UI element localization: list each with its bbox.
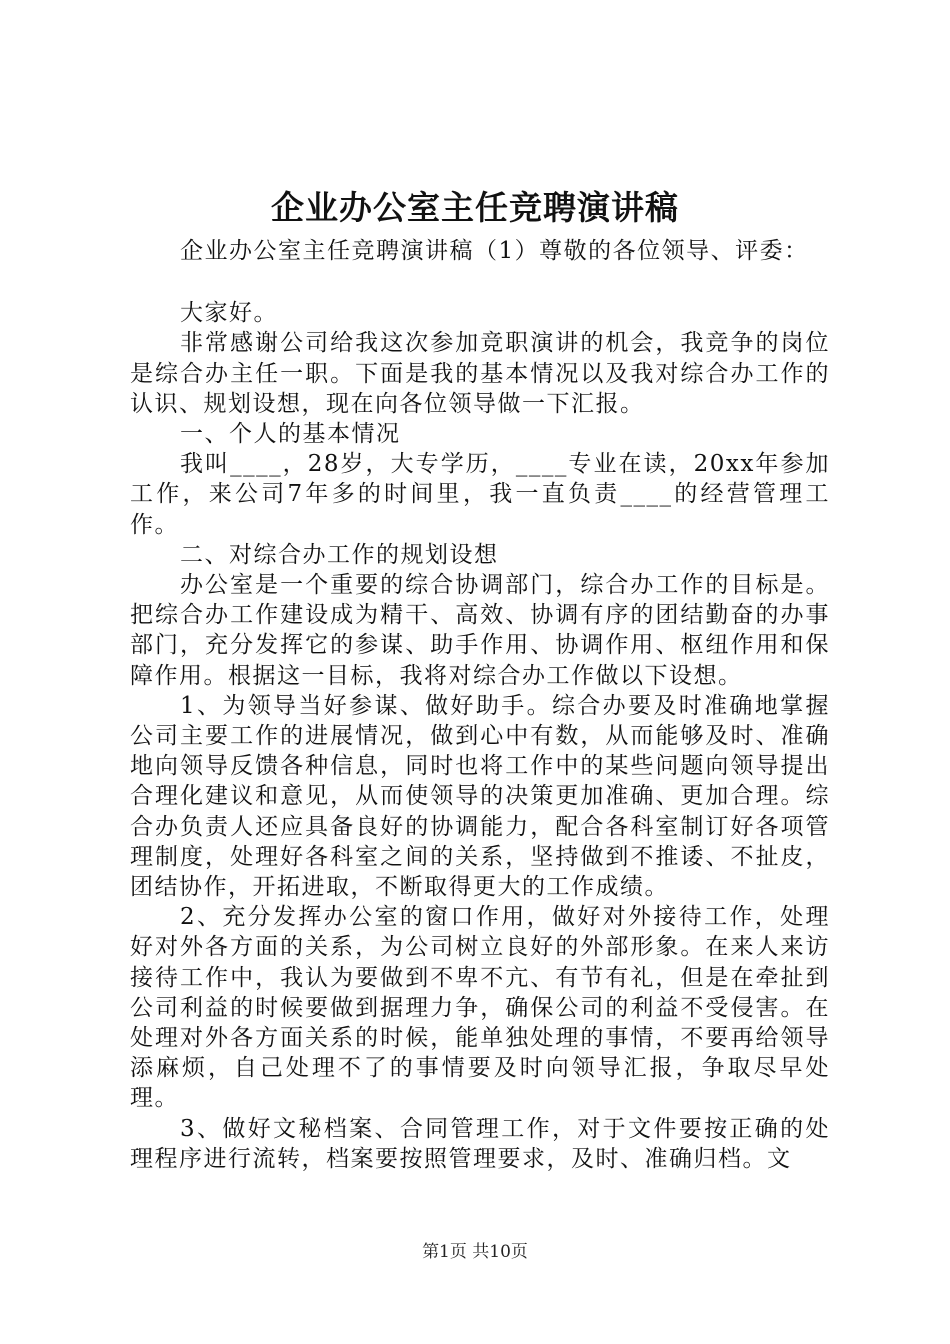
- document-body: [130, 236, 830, 1174]
- paragraph-gap: [130, 266, 830, 298]
- section-heading-2: 二、对综合办工作的规划设想: [180, 541, 499, 568]
- paragraph-office-goal: 办公室是一个重要的综合协调部门，综合办工作的目标是。把综合办工作建设成为精干、高效、协调有序的团结勤奋的办事部门，充分发挥它的参谋、助手作用、协调作用、枢纽作用和保障作用。根据这一目标，我将对综合办工作做以下设想。: [130, 572, 830, 689]
- paragraph-intro: 非常感谢公司给我这次参加竞职演讲的机会，我竞争的岗位是综合办主任一职。下面是我的基本情况以及我对综合办工作的认识、规划设想，现在向各位领导做一下汇报。: [130, 330, 830, 417]
- paragraph-greeting: 大家好。: [180, 300, 278, 327]
- paragraph-opening: 企业办公室主任竞聘演讲稿（1）尊敬的各位领导、评委：: [180, 238, 809, 264]
- section-heading-1: 一、个人的基本情况: [180, 421, 401, 448]
- paragraph-item-2: 2、充分发挥办公室的窗口作用，做好对外接待工作，处理好对外各方面的关系，为公司树立良好的外部形象。在来人来访接待工作中，我认为要做到不卑不亢、有节有礼，但是在牵扯到公司利益的时候要做到据理力争，确保公司的利益不受侵害。在处理对外各方面关系的时候，能单独处理的事情，不要再给领导添麻烦，自己处理不了的事情要及时向领导汇报，争取尽早处理。: [130, 904, 830, 1112]
- paragraph-personal-info: 我叫____，28岁，大专学历，____专业在读，20xx年参加工作，来公司7年多的时间里，我一直负责____的经营管理工作。: [130, 451, 830, 538]
- document-title: 企业办公室主任竞聘演讲稿: [271, 188, 679, 227]
- paragraph-item-1: 1、为领导当好参谋、做好助手。综合办要及时准确地掌握公司主要工作的进展情况，做到心中有数，从而能够及时、准确地向领导反馈各种信息，同时也将工作中的某些问题向领导提出合理化建议和意见，从而使领导的决策更加准确、更加合理。综合办负责人还应具备良好的协调能力，配合各科室制订好各项管理制度，处理好各科室之间的关系，坚持做到不推诿、不扯皮，团结协作，开拓进取，不断取得更大的工作成绩。: [130, 692, 830, 901]
- paragraph-item-3: 3、做好文秘档案、合同管理工作，对于文件要按正确的处理程序进行流转，档案要按照管理要求，及时、准确归档。文: [130, 1115, 830, 1172]
- page-number: 第1页 共10页: [422, 1242, 528, 1262]
